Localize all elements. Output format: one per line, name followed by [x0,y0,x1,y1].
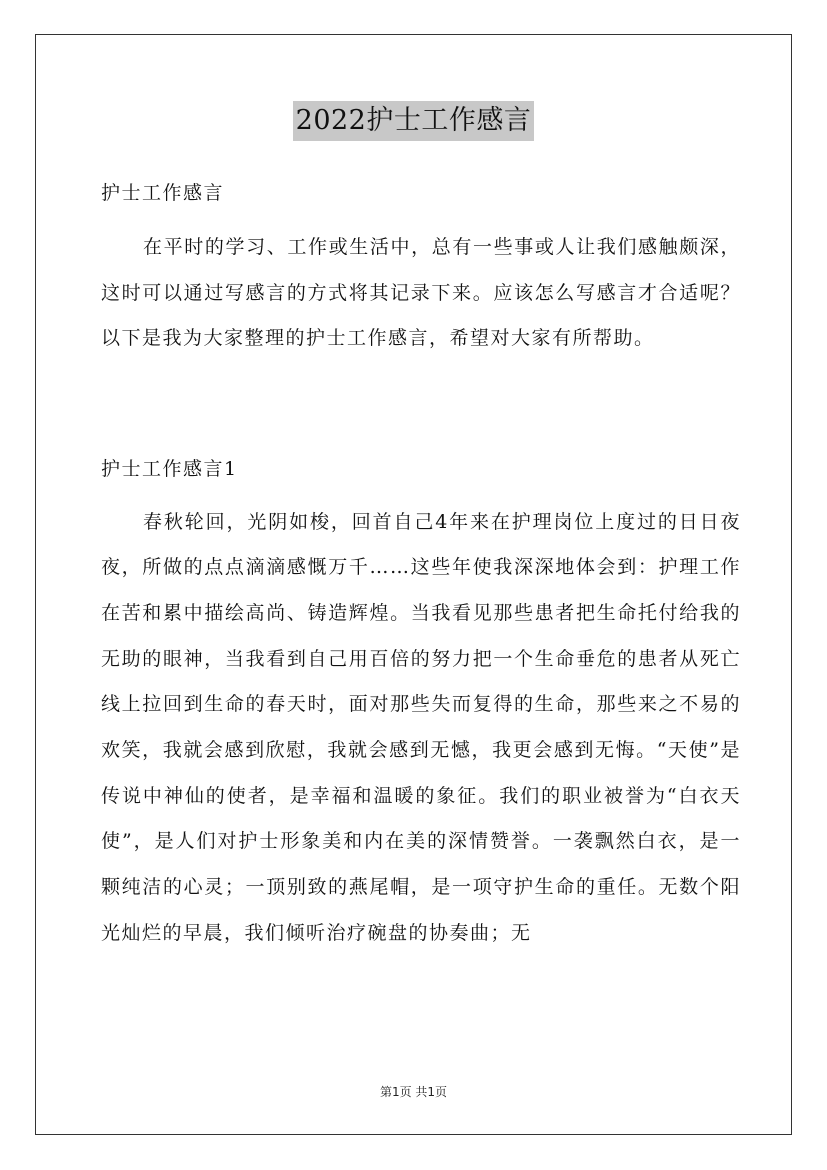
intro-paragraph: 在平时的学习、工作或生活中，总有一些事或人让我们感触颇深，这时可以通过写感言的方式将其记录下来。应该怎么写感言才合适呢？以下是我为大家整理的护士工作感言，希望对大家有所帮助。 [101,236,741,349]
title-container [0,101,827,141]
document-body [101,172,741,957]
section-heading: 护士工作感言 [101,182,225,204]
document-title: 2022护士工作感言 [293,101,535,141]
page-footer: 第1页 共1页 [379,1085,448,1099]
article-1-paragraph: 春秋轮回，光阴如梭，回首自己4年来在护理岗位上度过的日日夜夜，所做的点点滴滴感慨万千……这些年使我深深地体会到：护理工作在苦和累中描绘高尚、铸造辉煌。当我看见那些患者把生命托付给我的无助的眼神，当我看到自己用百倍的努力把一个生命垂危的患者从死亡线上拉回到生命的春天时，面对那些失而复得的生命，那些来之不易的欢笑，我就会感到欣慰，我就会感到无憾，我更会感到无悔。“天使”是传说中神仙的使者，是幸福和温暖的象征。我们的职业被誉为“白衣天使”，是人们对护士形象美和内在美的深情赞誉。一袭飘然白衣，是一颗纯洁的心灵；一顶别致的燕尾帽，是一项守护生命的重任。无数个阳光灿烂的早晨，我们倾听治疗碗盘的协奏曲；无 [101,510,741,944]
article-1-heading: 护士工作感言1 [101,457,238,480]
